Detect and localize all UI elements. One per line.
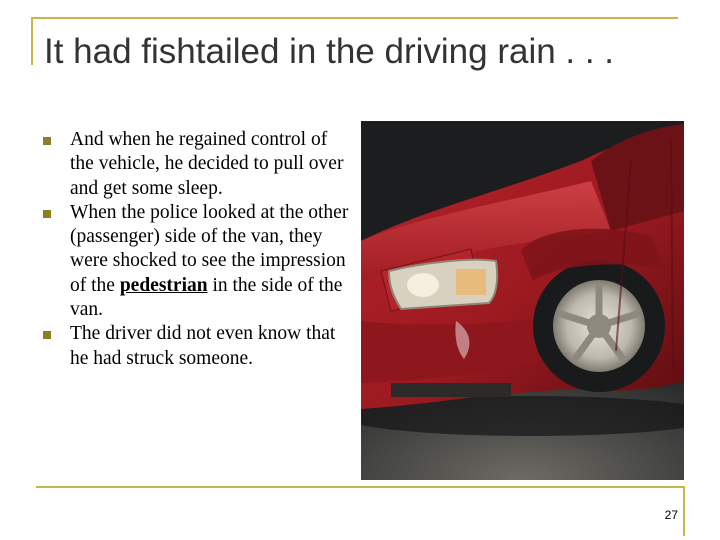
square-bullet-icon [43,137,51,145]
bullet-text-part: When the police looked at the other (passenger) side of the van, they were shocked to see the impression of the [70,201,349,296]
bullet-list [40,128,350,371]
bottom-rule-horizontal [36,486,684,488]
square-bullet-icon [43,210,51,218]
bullet-text: And when he regained control of the vehicle, he decided to pull over and get some sleep. [70,129,344,199]
bullet-item [40,201,350,322]
bullet-item [40,128,350,201]
bullet-text-part: in the side of the van. [70,274,343,321]
bullet-text: The driver did not even know that he had struck someone. [70,323,336,369]
top-rule-horizontal [31,17,678,19]
bullet-emphasis: pedestrian [119,274,208,296]
page-number: 27 [664,508,678,522]
car-photo-illustration [361,121,684,480]
damaged-car-photo [361,121,684,480]
slide-title: It had fishtailed in the driving rain . . . [44,32,615,71]
bottom-right-rule-vertical [683,486,685,536]
square-bullet-icon [43,331,51,339]
bullet-item [40,322,350,371]
top-left-rule-vertical [31,17,33,65]
